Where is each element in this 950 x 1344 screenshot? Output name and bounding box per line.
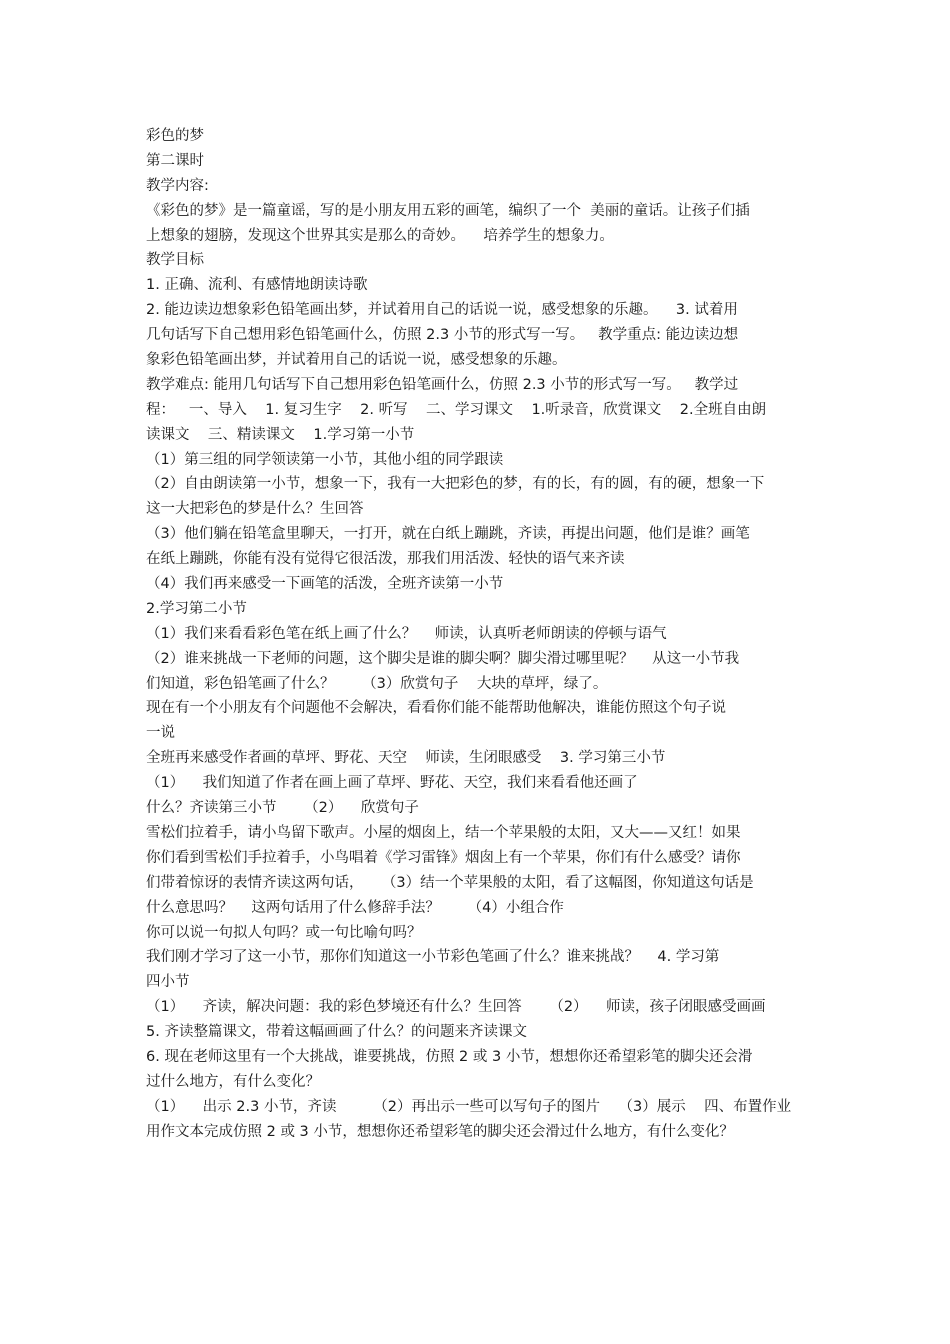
text-line: 在纸上蹦跳，你能有没有觉得它很活泼，那我们用活泼、轻快的语气来齐读 (146, 551, 625, 568)
text-line: 们带着惊讶的表情齐读这两句话， （3）结一个苹果般的太阳，看了这幅图，你知道这句话是 (146, 874, 754, 891)
text-line: 教学目标 (146, 252, 204, 269)
text-line: 现在有一个小朋友有个问题他不会解决，看看你们能不能帮助他解决，谁能仿照这个句子说 (146, 700, 726, 717)
text-line: （2）自由朗读第一小节，想象一下，我有一大把彩色的梦，有的长，有的圆，有的硬，想象一下 (146, 476, 765, 493)
text-line: 读课文 三、精读课文 1.学习第一小节 (146, 426, 415, 443)
text-line: 教学内容: (146, 177, 209, 194)
text-line: 2.学习第二小节 (146, 600, 247, 617)
text-line: （4）我们再来感受一下画笔的活泼，全班齐读第一小节 (146, 576, 504, 593)
text-line: 5. 齐读整篇课文，带着这幅画画了什么？的问题来齐读课文 (146, 1024, 527, 1041)
text-line: 2. 能边读边想象彩色铅笔画出梦，并试着用自己的话说一说，感受想象的乐趣。 3. 试着用 (146, 302, 738, 319)
text-line: 教学难点: 能用几句话写下自己想用彩色铅笔画什么，仿照 2.3 小节的形式写一写。 教学过 (146, 376, 739, 393)
text-line: 用作文本完成仿照 2 或 3 小节，想想你还希望彩笔的脚尖还会滑过什么地方，有什么变化？ (146, 1123, 734, 1140)
text-line: （3）他们躺在铅笔盒里聊天，一打开，就在白纸上蹦跳，齐读，再提出问题，他们是谁？画笔 (146, 526, 750, 543)
text-line: 你们看到雪松们手拉着手，小鸟唱着《学习雷锋》烟囱上有一个苹果，你们有什么感受？请你 (146, 849, 741, 866)
text-line: 程： 一、导入 1. 复习生字 2. 听写 二、学习课文 1.听录音，欣赏课文 2.全班自由朗 (146, 401, 767, 418)
text-line: 我们刚才学习了这一小节，那你们知道这一小节彩色笔画了什么？谁来挑战？ 4. 学习第 (146, 949, 720, 966)
text-line: 《彩色的梦》是一篇童谣，写的是小朋友用五彩的画笔，编织了一个 美丽的童话。让孩子们插 (146, 202, 750, 219)
text-line: 雪松们拉着手，请小鸟留下歌声。小屋的烟囱上，结一个苹果般的太阳，又大——又红！如果 (146, 824, 741, 841)
text-line: （1）第三组的同学领读第一小节，其他小组的同学跟读 (146, 451, 504, 468)
text-line: 一说 (146, 725, 175, 742)
lesson-plan-text (146, 124, 814, 1145)
text-line: 什么意思吗？ 这两句话用了什么修辞手法？ （4）小组合作 (146, 899, 564, 916)
text-line: 四小节 (146, 974, 190, 991)
text-line: 象彩色铅笔画出梦，并试着用自己的话说一说，感受想象的乐趣。 (146, 352, 567, 369)
text-line: （1） 出示 2.3 小节，齐读 （2）再出示一些可以写句子的图片 （3）展示 四、布置作业 (146, 1098, 792, 1115)
text-line: 这一大把彩色的梦是什么？生回答 (146, 501, 364, 518)
text-line: 几句话写下自己想用彩色铅笔画什么，仿照 2.3 小节的形式写一写。 教学重点: 能边读边想 (146, 327, 739, 344)
text-line: 你可以说一句拟人句吗？或一句比喻句吗？ (146, 924, 422, 941)
text-line: （1） 齐读，解决问题：我的彩色梦境还有什么？生回答 （2） 师读，孩子闭眼感受画画 (146, 999, 766, 1016)
text-line: （1）我们来看看彩色笔在纸上画了什么？ 师读，认真听老师朗读的停顿与语气 (146, 625, 667, 642)
text-line: （1） 我们知道了作者在画上画了草坪、野花、天空，我们来看看他还画了 (146, 775, 638, 792)
text-line: 们知道，彩色铅笔画了什么？ （3）欣赏句子 大块的草坪，绿了。 (146, 675, 608, 692)
text-line: 全班再来感受作者画的草坪、野花、天空 师读，生闭眼感受 3. 学习第三小节 (146, 750, 666, 767)
text-line: 第二课时 (146, 152, 204, 169)
text-line: 6. 现在老师这里有一个大挑战，谁要挑战，仿照 2 或 3 小节，想想你还希望彩笔的脚尖还会滑 (146, 1048, 753, 1065)
text-line: （2）谁来挑战一下老师的问题，这个脚尖是谁的脚尖啊？脚尖滑过哪里呢？ 从这一小节我 (146, 650, 740, 667)
text-line: 过什么地方，有什么变化？ (146, 1073, 320, 1090)
text-line: 上想象的翅膀，发现这个世界其实是那么的奇妙。 培养学生的想象力。 (146, 227, 614, 244)
document-title: 彩色的梦 (146, 128, 204, 144)
text-line: 1. 正确、流利、有感情地朗读诗歌 (146, 277, 368, 294)
text-line: 什么？齐读第三小节 （2） 欣赏句子 (146, 800, 419, 817)
